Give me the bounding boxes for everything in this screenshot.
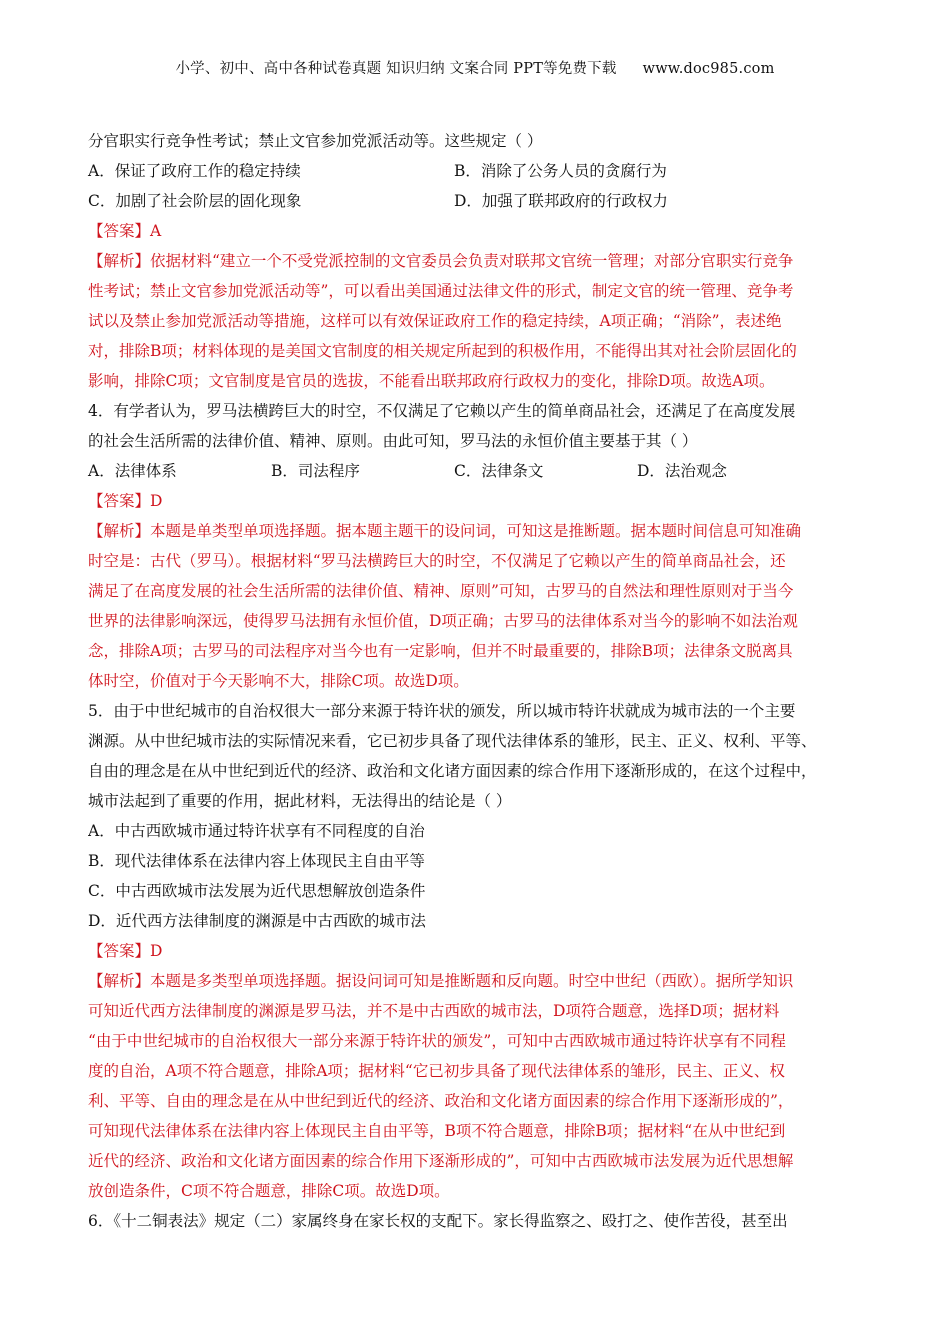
q5-option-c: C．中古西欧城市法发展为近代思想解放创造条件 (88, 882, 426, 900)
q3-analysis-line: 【解析】依据材料“建立一个不受党派控制的文官委员会负责对联邦文官统一管理；对部分官职实行竞争 (88, 252, 794, 270)
q4-option-c: C．法律条文 (454, 462, 544, 480)
q5-option-b: B．现代法律体系在法律内容上体现民主自由平等 (88, 852, 425, 870)
q5-analysis-line: 可知现代法律体系在法律内容上体现民主自由平等，B项不符合题意，排除B项；据材料“在从中世纪到 (88, 1122, 786, 1140)
q3-answer: 【答案】A (88, 222, 162, 240)
q5-option-d: D．近代西方法律制度的渊源是中古西欧的城市法 (88, 912, 426, 930)
q3-analysis-line: 对，排除B项；材料体现的是美国文官制度的相关规定所起到的积极作用，不能得出其对社会阶层固化的 (88, 342, 797, 360)
q4-options-row (88, 456, 864, 486)
q4-analysis-line: 世界的法律影响深远，使得罗马法拥有永恒价值，D项正确；古罗马的法律体系对当今的影响不如法治观 (88, 612, 798, 630)
header-text: 小学、初中、高中各种试卷真题 知识归纳 文案合同 PPT等免费下载 (175, 61, 617, 77)
q6-stem-head: 6．《十二铜表法》规定（二）家属终身在家长权的支配下。家长得监察之、殴打之、使作苦役，甚至出 (88, 1212, 788, 1230)
q4-answer: 【答案】D (88, 492, 163, 510)
q3-options-row-1 (88, 156, 864, 186)
q5-analysis-line: 可知近代西方法律制度的渊源是罗马法，并不是中古西欧的城市法，D项符合题意，选择D项；据材料 (88, 1002, 780, 1020)
q5-stem-line: 5．由于中世纪城市的自治权很大一部分来源于特许状的颁发，所以城市特许状就成为城市法的一个主要 (88, 702, 796, 720)
q5-analysis-line: 放创造条件，C项不符合题意，排除C项。故选D项。 (88, 1182, 450, 1200)
q4-option-a: A．法律体系 (88, 462, 177, 480)
q5-option-a: A．中古西欧城市通过特许状享有不同程度的自治 (88, 822, 425, 840)
document-body (88, 126, 864, 1236)
q3-stem-tail: 分官职实行竞争性考试；禁止文官参加党派活动等。这些规定（ ） (88, 132, 543, 150)
q5-stem-line: 渊源。从中世纪城市法的实际情况来看，它已初步具备了现代法律体系的雏形，民主、正义、权利、平等、 (88, 732, 817, 750)
q5-analysis-line: 近代的经济、政治和文化诸方面因素的综合作用下逐渐形成的”，可知中古西欧城市法发展为近代思想解 (88, 1152, 794, 1170)
q4-analysis-line: 满足了在高度发展的社会生活所需的法律价值、精神、原则”可知，古罗马的自然法和理性原则对于当今 (88, 582, 794, 600)
q5-analysis-line: 【解析】本题是多类型单项选择题。据设问词可知是推断题和反向题。时空中世纪（西欧）。据所学知识 (88, 972, 794, 990)
q4-analysis-line: 【解析】本题是单类型单项选择题。据本题主题干的设问词，可知这是推断题。据本题时间信息可知准确 (88, 522, 802, 540)
q3-analysis-line: 影响，排除C项；文官制度是官员的选拔，不能看出联邦政府行政权力的变化，排除D项。故选A项。 (88, 372, 775, 390)
q4-analysis-line: 体时空，价值对于今天影响不大，排除C项。故选D项。 (88, 672, 469, 690)
q3-option-c: C．加剧了社会阶层的固化现象 (88, 192, 302, 210)
q3-option-a: A．保证了政府工作的稳定持续 (88, 162, 301, 180)
q3-option-d: D．加强了联邦政府的行政权力 (454, 192, 668, 210)
q5-analysis-line: 利、平等、自由的理念是在从中世纪到近代的经济、政治和文化诸方面因素的综合作用下逐渐形成的”， (88, 1092, 794, 1110)
q5-analysis-line: 度的自治，A项不符合题意，排除A项；据材料“它已初步具备了现代法律体系的雏形，民主、正义、权 (88, 1062, 785, 1080)
q4-option-b: B．司法程序 (271, 462, 360, 480)
q4-option-d: D．法治观念 (637, 462, 727, 480)
q4-stem-line: 的社会生活所需的法律价值、精神、原则。由此可知，罗马法的永恒价值主要基于其（ ） (88, 432, 698, 450)
q4-analysis-line: 念，排除A项；古罗马的司法程序对当今也有一定影响，但并不时最重要的，排除B项；法律条文脱离具 (88, 642, 793, 660)
q3-option-b: B．消除了公务人员的贪腐行为 (454, 162, 667, 180)
q5-answer: 【答案】D (88, 942, 163, 960)
q3-analysis-line: 性考试；禁止文官参加党派活动等”，可以看出美国通过法律文件的形式，制定文官的统一管理、竞争考 (88, 282, 794, 300)
header-site: www.doc985.com (642, 61, 775, 77)
q4-analysis-line: 时空是：古代（罗马）。根据材料“罗马法横跨巨大的时空，不仅满足了它赖以产生的简单商品社会，还 (88, 552, 786, 570)
page-header (0, 57, 950, 78)
q5-stem-line: 自由的理念是在从中世纪到近代的经济、政治和文化诸方面因素的综合作用下逐渐形成的，在这个过程中， (88, 762, 817, 780)
q5-stem-line: 城市法起到了重要的作用，据此材料，无法得出的结论是（ ） (88, 792, 512, 810)
q3-options-row-2 (88, 186, 864, 216)
q4-stem-line: 4．有学者认为，罗马法横跨巨大的时空，不仅满足了它赖以产生的简单商品社会，还满足了在高度发展 (88, 402, 796, 420)
q3-analysis-line: 试以及禁止参加党派活动等措施，这样可以有效保证政府工作的稳定持续，A项正确；“消除”，表述绝 (88, 312, 782, 330)
q5-analysis-line: “由于中世纪城市的自治权很大一部分来源于特许状的颁发”，可知中古西欧城市通过特许状享有不同程 (88, 1032, 786, 1050)
